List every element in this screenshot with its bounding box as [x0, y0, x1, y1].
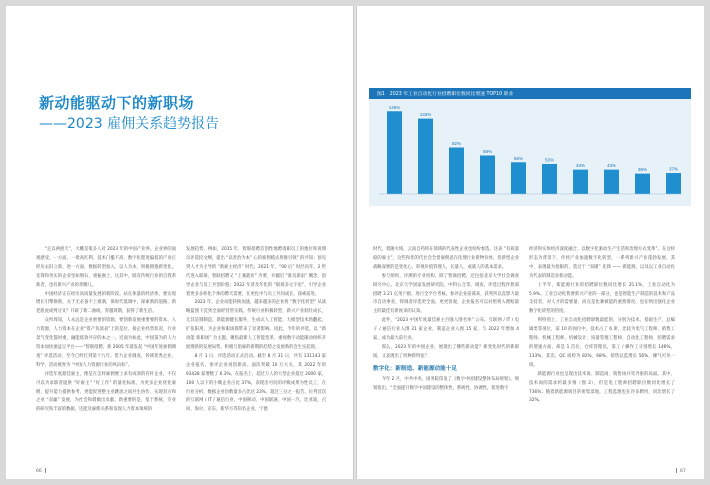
left-column-2 [186, 246, 326, 461]
page-number: 67 [680, 469, 686, 474]
section-heading: 数字化：新制造、新能源动能十足 [373, 365, 457, 372]
bar-chart-svg [369, 99, 691, 206]
paragraph: 发展趋势，例如，2015 年，智联招聘首创性地聘请职员工的地位和说佣员评选投文纲，提出 “以善治为本” 心的雇佣模式将推引领” 的共知；预见到人才为主导的 “新雇主经济” 时代；2021 年，“00 后” 时层向年，2 世代进入职场，智联招聘又 “上兼就业” 为要，开疆启 “准员新雨” 概念，倡导企业与员工共创价值；2022 年普及年化的 “职场多元宇宙”，引导企业着更多多样化个体的聘天需要，在更化中与员工共同成长，探索前进。 [186, 247, 326, 297]
page-number-right [673, 468, 686, 474]
paragraph: “走以两重天”，大概是很多人对 2023 年的中国产业界。企业界的面观感受。一方面，一批高红利、技术门槛不高、数字化程度偏低的产业正经历去旧立新、逆一方面，数据转型加入、以人为本、积极拥抱新变化。先锋和务实的企业坚如磐石，重振旗上，这其中，既有传统行业的自我革新者，也有新兴产业的奔腾儿。 [36, 247, 176, 288]
chart-data-label: 56% [513, 155, 524, 161]
chart-bar [449, 148, 464, 194]
left-page [6, 6, 353, 479]
chart-bar [635, 174, 650, 194]
page-number-left [36, 468, 49, 474]
chart-bar [604, 170, 619, 194]
paragraph: 那么，2023 年的中国企业，展现出了哪些新动能？新变化时代的新职场，又表现出了何种新特征？ [373, 344, 519, 359]
folio-divider [676, 468, 677, 473]
chart-data-label: 43% [606, 163, 617, 169]
chart-header [369, 88, 691, 99]
chart-bar [666, 173, 681, 194]
chart-bar [511, 162, 526, 194]
paragraph: 8 月 1 日，评选活动正式启动。截至 8 月 31 日，共有 131143 家企业报名，参评企业再创新高。面次突破 10 万大关，其 2022 年的 93428 家增数了 6.3%。在报名上，超过万人的大型企业超过 2000 家，100 人以下的小微企业占比 37%，表现出可问的评级成果为性员工，在行业分析，数据企业份数量多占比达 23%，超过三分之一报告。位列首次的互联网 / IT / 通信行业，中国移动、中国联通、中国一汽、比亚迪，召回、海尔、京东，新华方等知名企业，宁德 [186, 353, 326, 413]
chart-data-label: 36% [637, 167, 648, 173]
chart-bar [542, 164, 557, 194]
chart-title: 图1 2023 年工业自动化行业招聘职位数同比增速 TOP10 职业 [377, 92, 514, 97]
chart-data-label: 53% [544, 157, 555, 163]
chart-data-label: 68% [482, 148, 493, 154]
chart-bar [387, 111, 402, 194]
report-title: 新动能驱动下的新职场 [39, 94, 195, 112]
paragraph: 参与组织，评测的专业机构，除了智联招聘，还包括北京大学社会调查研究中心，北京大学国家发展研究院，中科公合等。调查，评选过程作智部招聘 3.21 亿用户群，进行全平台考核，参评企业前裁来，获奖所以直影力最市自功事业，得调者评选更全面，更更客观，企业报名可以对照将入理赔最主的最佳有新视来的认知。 [373, 273, 519, 315]
chart-bar [573, 170, 588, 194]
paragraph: 中国经济正在经历高质量发展的新阶段。站在体量的经济体，要实现增长引擎换新，关于无必备不上难满，保时代低调中，探索新的道路，新老旅虎成判分叉？开辟了新二曲线，穿越周期，获得了新生活。 [36, 291, 176, 315]
chart [369, 88, 691, 206]
chart-bar [418, 119, 433, 194]
folio-divider [45, 468, 46, 473]
chart-data-label: 146% [388, 104, 401, 110]
paragraph: 今年 2 月，中共中央、国务院印发了《数字中国建设整体布局规划》。规划指出，“全面提升数字中国建设的整体性、系统性、协调性，促进数字 [373, 376, 519, 391]
chart-data-label: 43% [575, 163, 586, 169]
right-column-2 [529, 246, 675, 461]
chart-data-label: 133% [419, 112, 432, 118]
right-page [357, 6, 704, 479]
left-column-1 [36, 246, 176, 461]
chart-data-label: 37% [668, 166, 679, 172]
paragraph: 上半年，新能源行业的招聘职位数同比增长 35.1%，工业自动化为 5.9%。工业自动化我要新兴产业的一部分，也是智能生产制造的技术和产品支持者，对人才的需要量，而点是比赛被能的重熟情况，也在纳出强化企业数字化转型的热度。 [529, 282, 675, 315]
paragraph: 时代，着随火域，云南自药将在领域的代表性企业也纷纷参选。这表 “有质量稳的雇主”，这些和优的代社会全着雇佣意在化理行业新物价体，但新型企业战略深要的是变化心，彰视价值管理人，长量人，成就人的基本需求。 [373, 247, 519, 270]
paragraph: 经济和实体经济深度融合，以数字化驱动生产生活和治理方式变革”。在这样形态为背景下，作经产业加速数字化转型，一系列新兴产业蓬勃发展，其中，表现最为抢眼的，莫过于 “双碳” 先锋 —— 新能源，以及以工业自动化为代表的制造业新动能。 [529, 247, 675, 279]
chart-data-label: 82% [451, 141, 462, 147]
page-number: 66 [36, 469, 42, 474]
paragraph: 新能源行业也呈现出技术岗、制造岗、销售岗并驾齐驱的局面。其中，技术岗的需求约最多情（图 2），但是电工程师招聘职位数同比增长了 736%；随着新能源项目的密集落地，工程监理也在冷多聘用，同比增长了 32%。 [529, 371, 675, 404]
report-subtitle: ——2023 雇佣关系趋势报告 [39, 116, 220, 132]
paragraph: 2023 年，企业动能转换加速，越来越多的企业将 “数字化转型” 从战略蓝图下沉到全面经营管实践，传统行业积极转型，新兴产业洞灶成长，无其是制制造，新能源健长服外，生成式人工智能，大模型技术勃翻起，扩张阳用，为企业和职场都带来了显著影响。因此，今年的评选，以 “新动能 新职场” 为主题，聚焦最新人工智能变革，重视数字动能随动组织开展理新的发展局势，积极与倡雇的新期的趋势之发展新的会生实起现。 [186, 300, 326, 350]
paragraph: 众所周知，人永远是企业重要的资源，要创新发展重要要的资本。人力资源，人力资本在企业“资产负债表”上的是位，接企业经营状况，行业景气变化都时重，融能低效共存的本之一。近面为如此，中国第为的人力资本加快速益呈平台——“智联招聘，新 2005 年就发起 “中国年度雇佣调查” 评选活动，至今已经打到第十九年。借力企业调查，各域优秀企业，科学，活动被誉为 “中国人力资源行业的风向标”。 [36, 318, 176, 368]
right-column-1 [373, 246, 519, 461]
chart-bar [480, 155, 495, 194]
paragraph: 评选年度最佳雇主，像是在怎样雇佣要上求有成效的有杆企业，不仅可以为求职者提供 “好雇主” “好工作” 的量化标准，为更多企业优化雇佣、提升能力提供参考，更能促进整主业跳思之间共生协作，实现双方和之业 “双赢” 发展，为社会和谐做出贡献。新重要的是，基于系统，专业的研究和丰富的数据，还能及雇佣关系和发现人力资本领域的 [36, 371, 176, 413]
paragraph: 则特别上，工业自动化招聘职数最能的，分别为技术，基础生产，总编辑类等岗位，前 10 的岗位中，技术占了 6 席，比较为电气工程师、销售工程师、机械工程师、机械设计、质量管理工程师、自动化工程师，招聘需求的增速方面，却是 1 首位，仓库管理员，第工 / 操作工分别增长 146%，133%，其次，QC 质检为 82%，68%。销售总监增长 56%，操气可见一斑。 [529, 318, 675, 368]
paragraph: 此外，“2023 中国年度最佳雇主百强人围名单” 公布。互联网 / IT / 电子 / 通信行业入围 21 家企业，制造企业入围 15 家，与 2022 年增加 4 家，成为最大前行业。 [373, 318, 519, 342]
